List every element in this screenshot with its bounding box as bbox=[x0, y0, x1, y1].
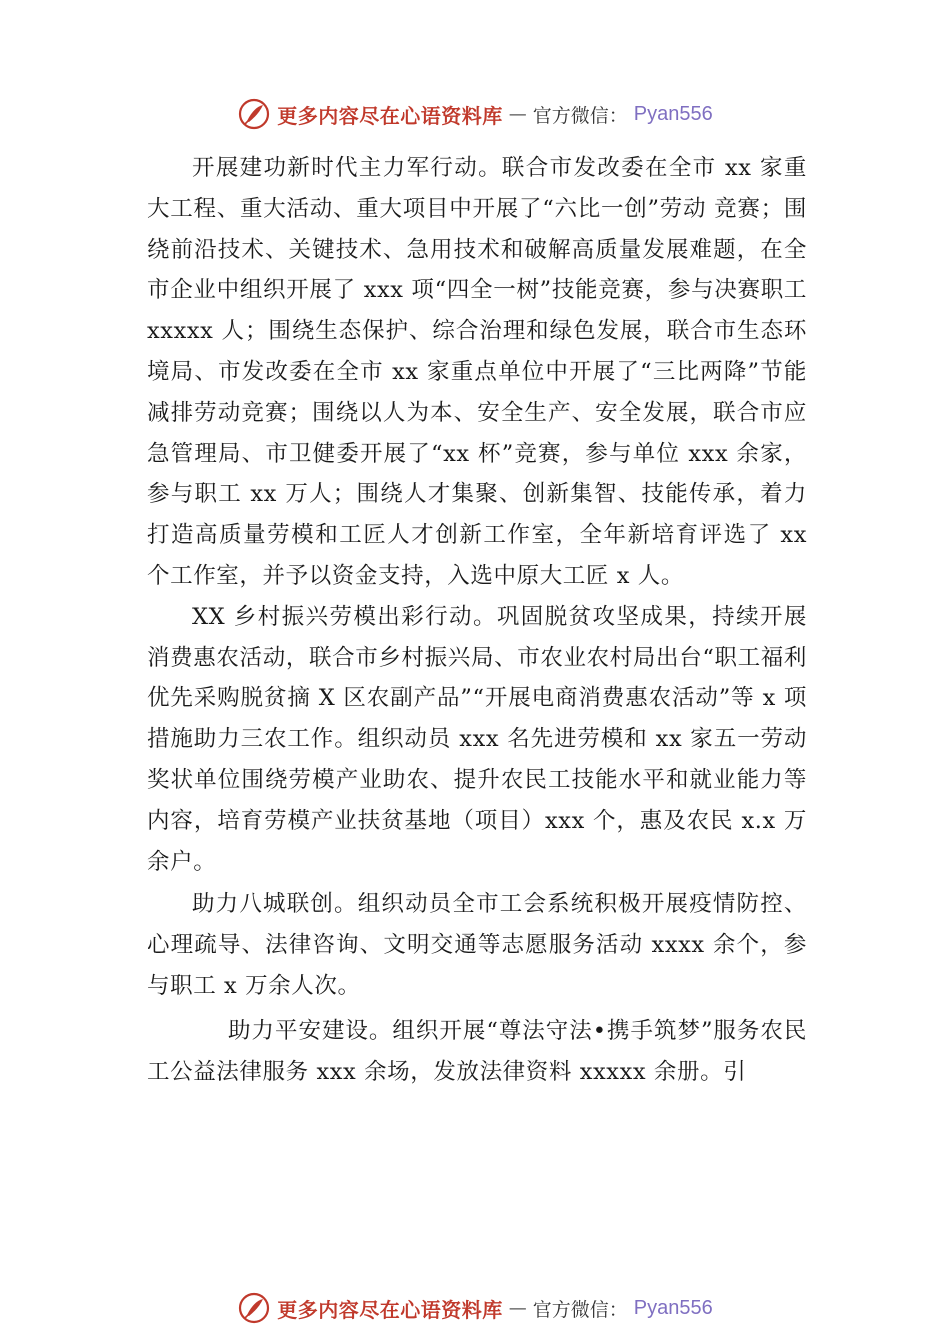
watermark-wechat-id: Pyan556 bbox=[633, 1296, 713, 1319]
watermark-separator: — bbox=[508, 103, 527, 125]
document-body bbox=[147, 148, 807, 1092]
paragraph-1: 开展建功新时代主力军行动。联合市发改委在全市 xx 家重大工程、重大活动、重大项目中开展了“六比一创”劳动 竞赛；围绕前沿技术、关键技术、急用技术和破解高质量发展难题，在全市企业中组织开展了 xxx 项“四全一树”技能竞赛，参与决赛职工 xxxxx 人；围绕生态保护、综合治理和绿色发展，联合市生态环境局、市发改委在全市 xx 家重点单位中开展了“三比两降”节能减排劳动竞赛；围绕以人为本、安全生产、安全发展，联合市应急管理局、市卫健委开展了“xx 杯”竞赛，参与单位 xxx 余家，参与职工 xx 万人；围绕人才集聚、创新集智、技能传承，着力打造高质量劳模和工匠人才创新工作室，全年新培育评选了 xx 个工作室，并予以资金支持，入选中原大工匠 x 人。 bbox=[147, 155, 807, 589]
paragraph-4: 助力平安建设。组织开展“尊法守法•携手筑梦”服务农民工公益法律服务 xxx 余场，发放法律资料 xxxxx 余册。引 bbox=[147, 1017, 807, 1085]
watermark-wechat-id: Pyan556 bbox=[633, 102, 713, 125]
paragraph-2: XX 乡村振兴劳模出彩行动。巩固脱贫攻坚成果，持续开展消费惠农活动，联合市乡村振兴局、市农业农村局出台“职工福利优先采购脱贫摘 X 区农副产品”“开展电商消费惠农活动”等 x 项措施助力三农工作。组织动员 xxx 名先进劳模和 xx 家五一劳动奖状单位围绕劳模产业助农、提升农民工技能水平和就业能力等内容，培育劳模产业扶贫基地（项目）xxx 个，惠及农民 x.x 万余户。 bbox=[147, 603, 807, 875]
watermark-wechat-label: 官方微信： bbox=[532, 1298, 628, 1321]
watermark-wechat-label: 官方微信： bbox=[532, 104, 628, 127]
watermark-main-text: 更多内容尽在心语资料库 bbox=[277, 103, 503, 128]
watermark-banner-bottom bbox=[0, 1288, 950, 1328]
quill-seal-icon bbox=[237, 1291, 271, 1325]
watermark-banner-top bbox=[0, 94, 950, 134]
quill-seal-icon bbox=[237, 97, 271, 131]
watermark-separator: — bbox=[508, 1297, 527, 1319]
paragraph-3: 助力八城联创。组织动员全市工会系统积极开展疫情防控、心理疏导、法律咨询、文明交通等志愿服务活动 xxxx 余个，参与职工 x 万余人次。 bbox=[147, 891, 807, 999]
watermark-main-text: 更多内容尽在心语资料库 bbox=[277, 1297, 503, 1322]
